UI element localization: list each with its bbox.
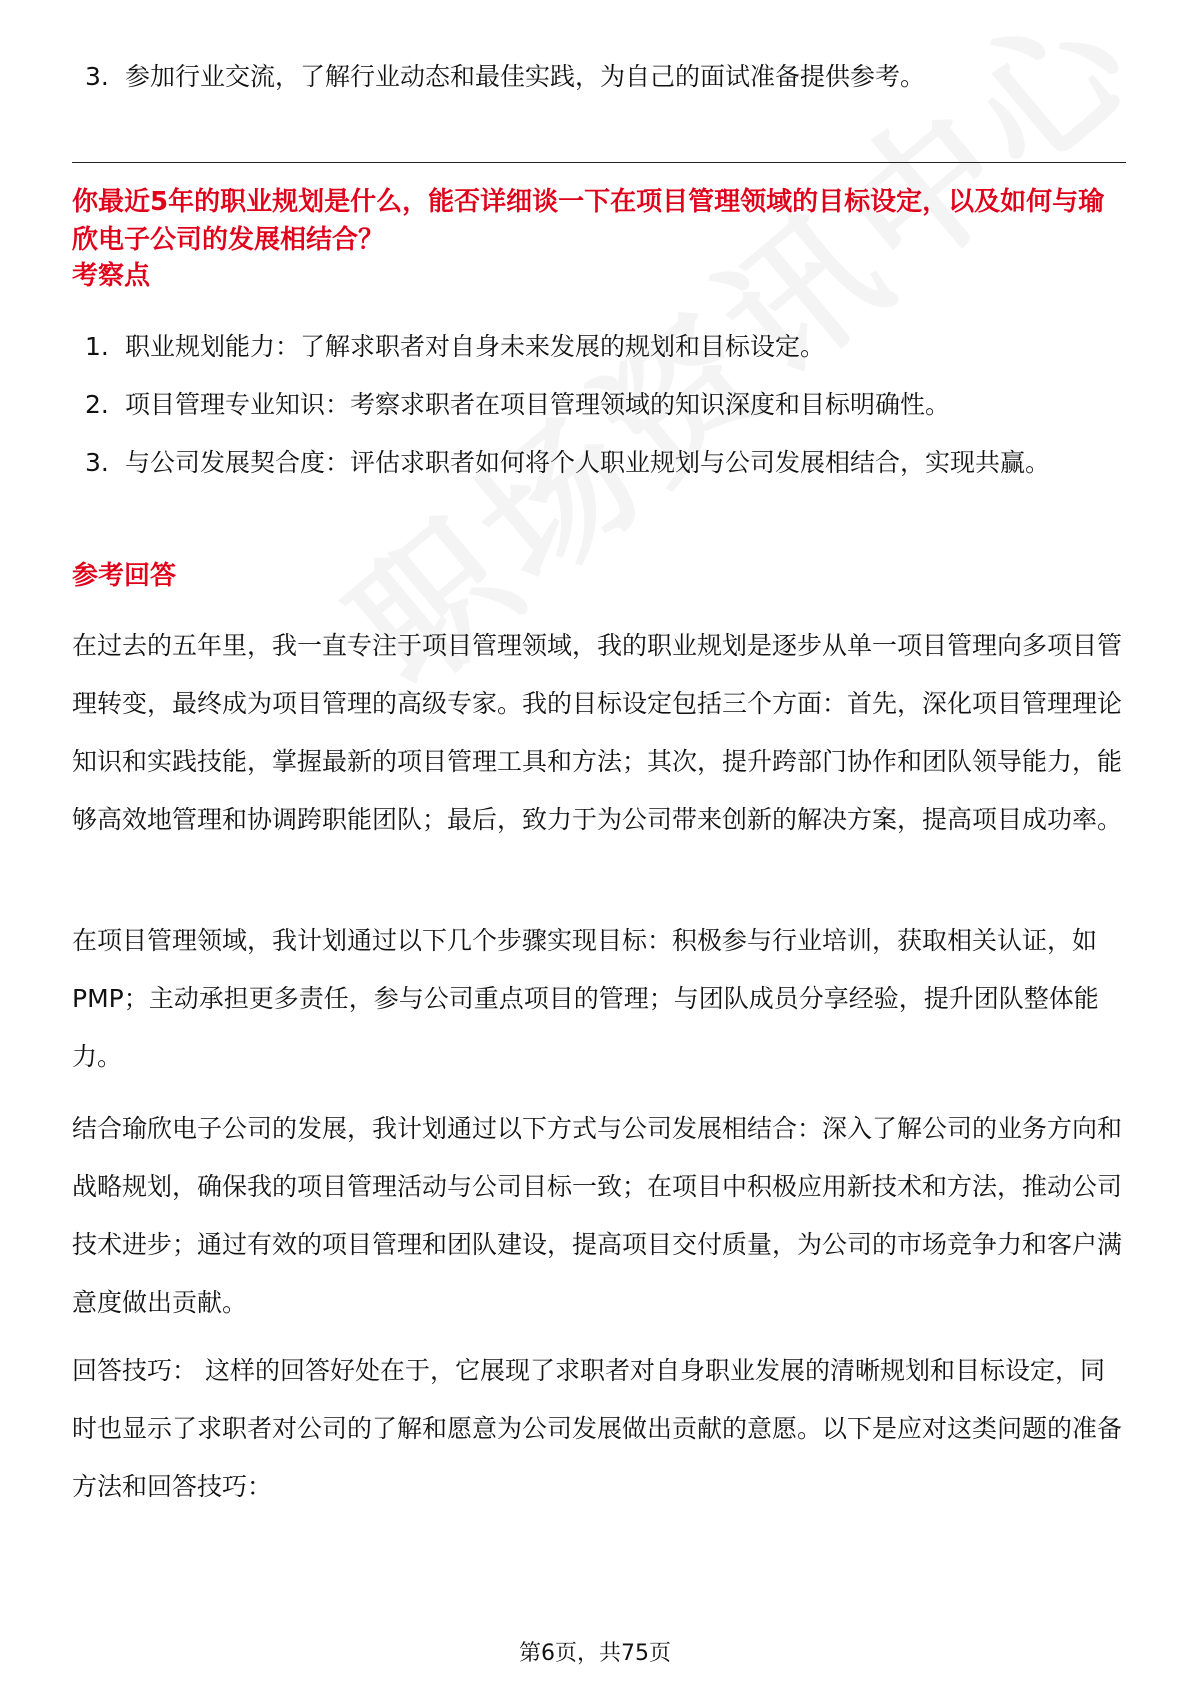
reference-answer-heading: 参考回答 — [72, 561, 177, 591]
list-item — [85, 48, 1125, 106]
interview-question: 你最近5年的职业规划是什么，能否详细谈一下在项目管理领域的目标设定，以及如何与瑜欣电子公司的发展相结合？ — [72, 187, 1105, 255]
list-item-number: 3. — [85, 448, 109, 477]
list-item — [85, 376, 1125, 434]
section-divider — [72, 162, 1126, 163]
answer-paragraph: 在过去的五年里，我一直专注于项目管理领域，我的职业规划是逐步从单一项目管理向多项目管理转变，最终成为项目管理的高级专家。我的目标设定包括三个方面：首先，深化项目管理理论知识和实践技能，掌握最新的项目管理工具和方法；其次，提升跨部门协作和团队领导能力，能够高效地管理和协调跨职能团队；最后，致力于为公司带来创新的解决方案，提高项目成功率。 — [72, 631, 1123, 834]
answer-tips-paragraph: 回答技巧： 这样的回答好处在于，它展现了求职者对自身职业发展的清晰规划和目标设定，同时也显示了求职者对公司的了解和愿意为公司发展做出贡献的意愿。以下是应对这类问题的准备方法和回答技巧： — [72, 1356, 1123, 1501]
list-item-text: 与公司发展契合度：评估求职者如何将个人职业规划与公司发展相结合，实现共赢。 — [125, 448, 1051, 477]
list-item — [85, 318, 1125, 376]
answer-paragraph: 在项目管理领域，我计划通过以下几个步骤实现目标：积极参与行业培训，获取相关认证，如PMP；主动承担更多责任，参与公司重点项目的管理；与团队成员分享经验，提升团队整体能力。 — [72, 926, 1099, 1071]
exam-points-list — [85, 318, 1125, 492]
list-item-number: 2. — [85, 390, 109, 419]
list-item-text: 参加行业交流，了解行业动态和最佳实践，为自己的面试准备提供参考。 — [125, 62, 926, 91]
exam-points-heading: 考察点 — [72, 261, 151, 291]
list-item — [85, 434, 1125, 492]
list-item-text: 职业规划能力：了解求职者对自身未来发展的规划和目标设定。 — [125, 332, 826, 361]
list-item-number: 1. — [85, 332, 109, 361]
page-number: 第6页，共75页 — [519, 1641, 671, 1666]
list-item-number: 3. — [85, 62, 109, 91]
list-item-text: 项目管理专业知识：考察求职者在项目管理领域的知识深度和目标明确性。 — [125, 390, 951, 419]
answer-paragraph: 结合瑜欣电子公司的发展，我计划通过以下方式与公司发展相结合：深入了解公司的业务方向和战略规划，确保我的项目管理活动与公司目标一致；在项目中积极应用新技术和方法，推动公司技术进步；通过有效的项目管理和团队建设，提高项目交付质量，为公司的市场竞争力和客户满意度做出贡献。 — [72, 1114, 1123, 1317]
previous-tips-list — [85, 48, 1125, 106]
